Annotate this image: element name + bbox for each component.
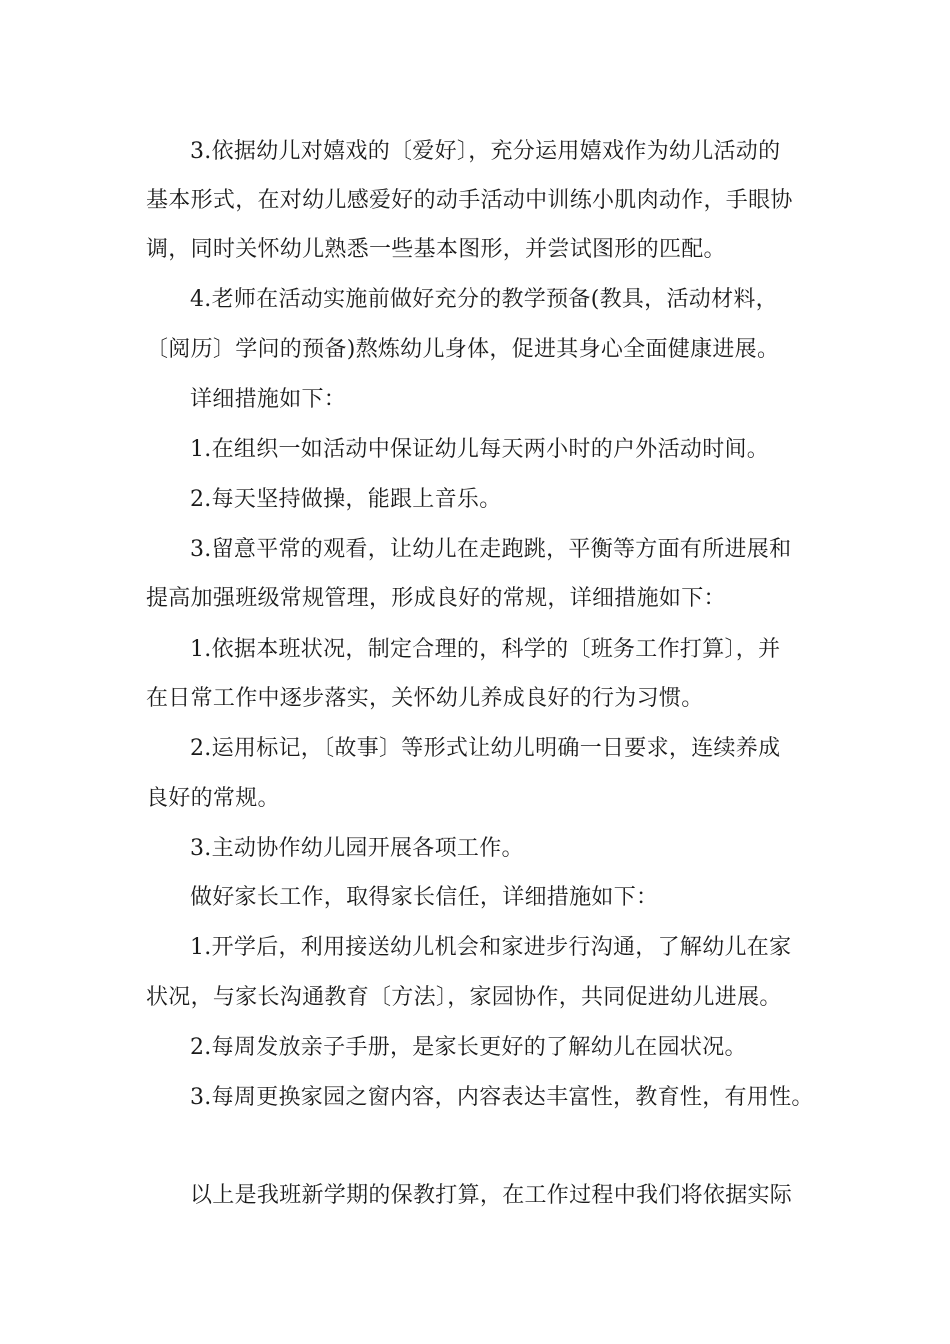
text-line: 调，同时关怀幼儿熟悉一些基本图形，并尝试图形的匹配。 [146, 237, 726, 262]
text-line: 基本形式，在对幼儿感爱好的动手活动中训练小肌肉动作，手眼协 [146, 188, 793, 213]
text-line: 4.老师在活动实施前做好充分的教学预备(教具，活动材料， [190, 287, 778, 312]
text-line: 提高加强班级常规管理，形成良好的常规，详细措施如下： [146, 586, 726, 611]
text-line: 在日常工作中逐步落实，关怀幼儿养成良好的行为习惯。 [146, 686, 704, 711]
section-heading: 做好家长工作，取得家长信任，详细措施如下： [190, 885, 659, 910]
text-line: 1.依据本班状况，制定合理的，科学的〔班务工作打算〕，并 [190, 637, 781, 662]
section-heading: 详细措施如下： [190, 387, 347, 412]
text-line: 良好的常规。 [146, 786, 280, 811]
text-line: 2.每天坚持做操，能跟上音乐。 [190, 487, 502, 512]
text-line: 以上是我班新学期的保教打算，在工作过程中我们将依据实际 [190, 1183, 793, 1208]
text-line: 1.在组织一如活动中保证幼儿每天两小时的户外活动时间。 [190, 437, 770, 462]
text-line: 3.留意平常的观看，让幼儿在走跑跳，平衡等方面有所进展和 [190, 537, 792, 562]
text-line: 状况，与家长沟通教育〔方法〕，家园协作，共同促进幼儿进展。 [146, 985, 782, 1010]
text-line: 1.开学后，利用接送幼儿机会和家进步行沟通，了解幼儿在家 [190, 935, 792, 960]
text-line: 2.每周发放亲子手册，是家长更好的了解幼儿在园状况。 [190, 1035, 747, 1060]
text-line: 〔阅历〕学问的预备)熬炼幼儿身体，促进其身心全面健康进展。 [146, 337, 780, 362]
text-line: 2.运用标记，〔故事〕等形式让幼儿明确一日要求，连续养成 [190, 736, 781, 761]
text-line: 3.每周更换家园之窗内容，内容表达丰富性，教育性，有用性。 [190, 1085, 814, 1110]
text-line: 3.主动协作幼儿园开展各项工作。 [190, 836, 524, 861]
text-line: 3.依据幼儿对嬉戏的〔爱好〕，充分运用嬉戏作为幼儿活动的 [190, 139, 781, 164]
